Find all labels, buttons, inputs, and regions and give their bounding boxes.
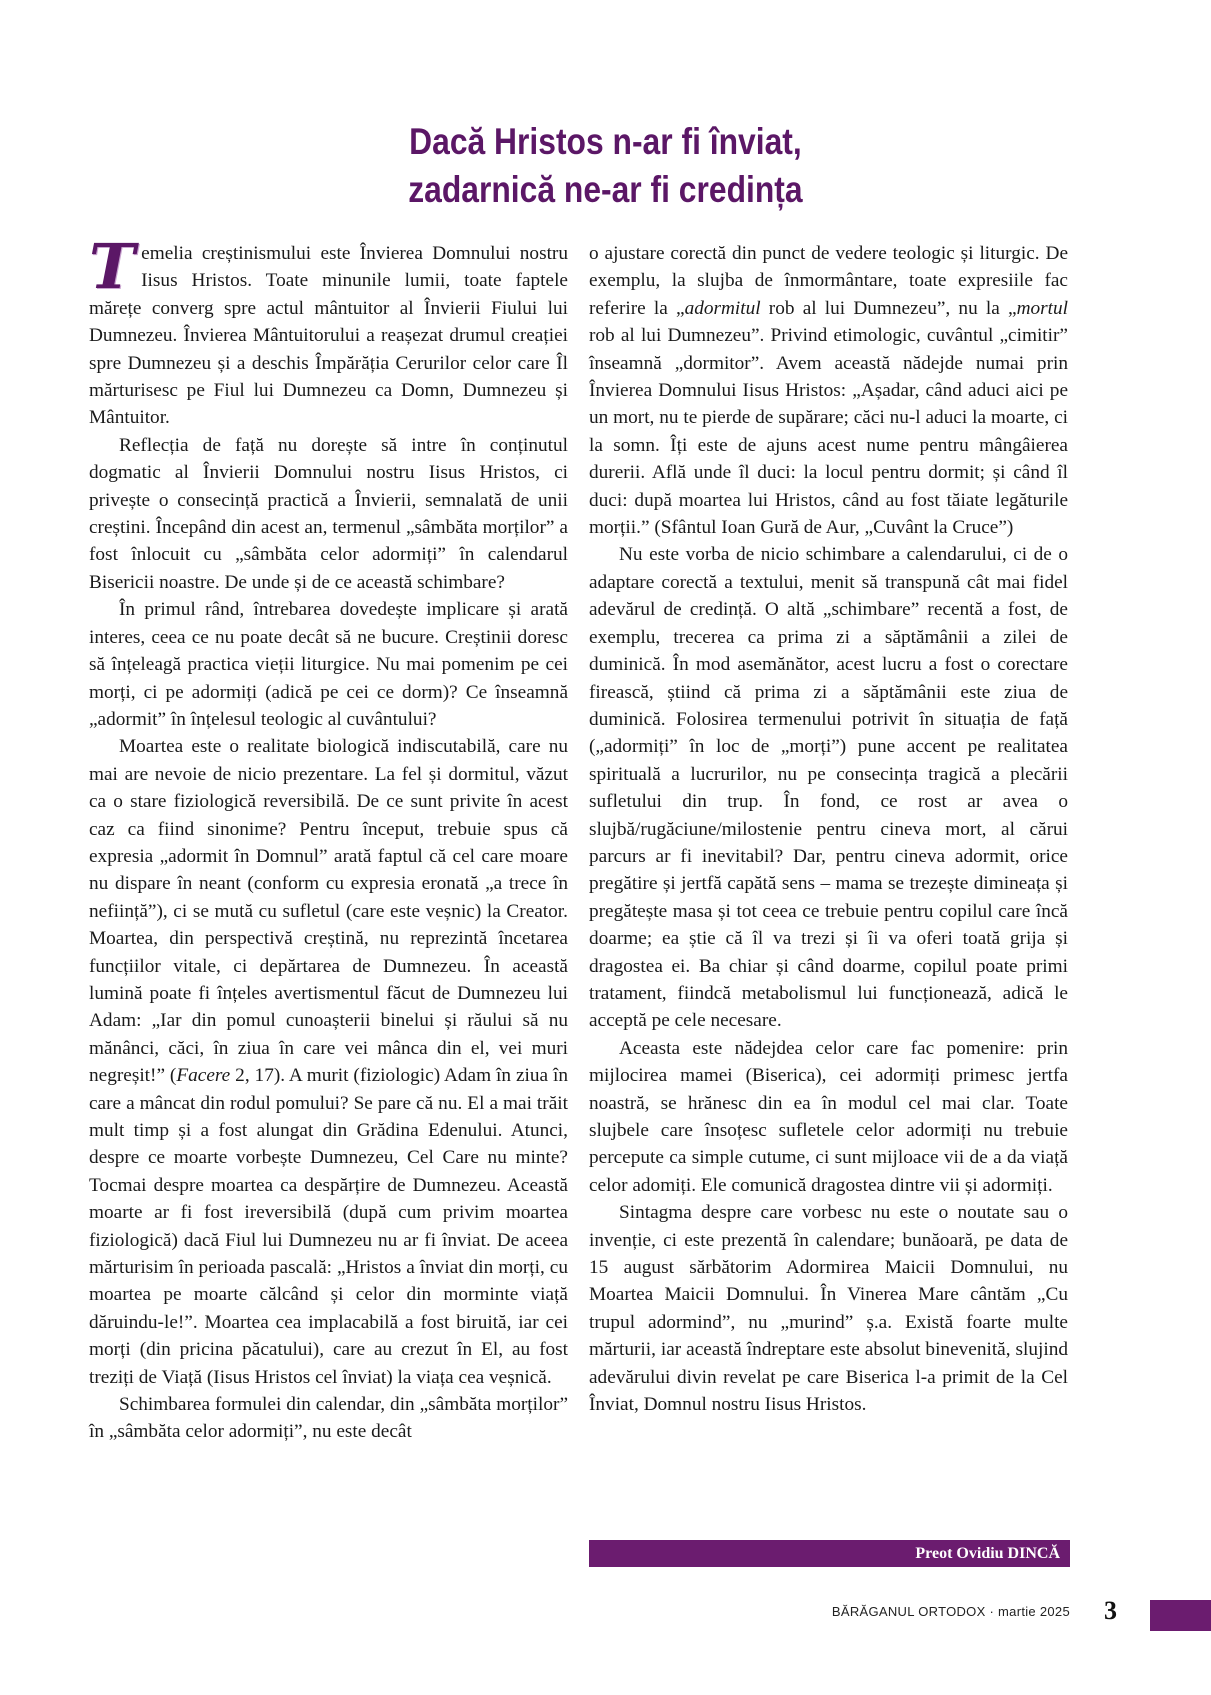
paragraph: În primul rând, întrebarea dovedește implicare și arată interes, ceea ce nu poate decât să ne bucure. Creștinii doresc să înțeleagă practica vieții liturgice. Nu mai pomenim pe cei morți, ci pe adormiți (adică pe cei ce dorm)? Ce înseamnă „adormit” în înțelesul teologic al cuvântului? xyxy=(89,599,568,730)
emphasis: adormitul xyxy=(684,297,761,319)
page-number: 3 xyxy=(1104,1596,1117,1625)
title-line-2: zadarnică ne-ar fi credința xyxy=(408,169,803,210)
right-column xyxy=(589,240,1068,1418)
issue-date: · martie 2025 xyxy=(989,1604,1070,1619)
paragraph: Nu este vorba de nicio schimbare a calendarului, ci de o adaptare corectă a textului, menit să transpună cât mai fidel adevărul de credință. O altă „schimbare” recentă a fost, de exemplu, trecerea ca prima zi a săptămânii a zilei de duminică. În mod asemănător, acest lucru a fost o corectare firească, știind că prima zi a săptămânii este ziua de duminică. Folosirea termenului potrivit în situația de față („adormiți” în loc de „morți”) pune accent pe realitatea spirituală a lucrurilor, nu pe consecința tragică a plecării sufletului din trup. În fond, ce rost ar avea o slujbă/rugăciune/milostenie pentru cineva mort, al cărui parcurs ar fi inevitabil? Dar, pentru cineva adormit, orice pregătire și jertfă capătă sens – mama se trezește dimineața și pregătește masa și tot ceea ce trebuie pentru copilul care încă doarme; ea știe că îl va trezi și îi va oferi toată grija și dragostea ei. Ba chiar și când doarme, copilul poate primi tratament, fiindcă metabolismul lui funcționează, adică le acceptă pe cele necesare. xyxy=(589,544,1068,1032)
scripture-reference: Facere xyxy=(176,1065,231,1087)
author-signature: Preot Ovidiu DINCĂ xyxy=(589,1540,1070,1567)
page-accent-bar xyxy=(1150,1600,1211,1631)
article-title xyxy=(85,118,1126,214)
paragraph: Reflecția de față nu dorește să intre în conținutul dogmatic al Învierii Domnului nostru Iisus Hristos, ci privește o consecință practică a Învierii, semnalată de unii creștini. Începând din acest an, termenul „sâmbăta morților” a fost înlocuit cu „sâmbăta celor adormiți” în calendarul Bisericii noastre. De unde și de ce această schimbare? xyxy=(89,434,568,593)
paragraph: Schimbarea formulei din calendar, din „sâmbăta morților” în „sâmbăta celor adormiți”, nu este decât xyxy=(89,1394,568,1443)
publication-name: BĂRĂGANUL ORTODOX xyxy=(831,1604,986,1619)
emphasis: mortul xyxy=(1016,297,1068,319)
paragraph: Temelia creștinismului este Învierea Domnului nostru Iisus Hristos. Toate minunile lumii, toate faptele mărețe converg spre actul mântuitor al Învierii Fiului lui Dumnezeu. Învierea Mântuitorului a reașezat drumul creației spre Dumnezeu și a deschis Împărăția Cerurilor celor care Îl mărturisesc pe Fiul lui Dumnezeu ca Domn, Dumnezeu și Mântuitor. xyxy=(89,230,568,429)
paragraph: o ajustare corectă din punct de vedere teologic și liturgic. De exemplu, la slujba de înmormântare, toate expresiile fac referire la „adormitul rob al lui Dumnezeu”, nu la „mortul rob al lui Dumnezeu”. Privind etimologic, cuvântul „cimitir” înseamnă „dormitor”. Avem această nădejde numai prin Învierea Domnului Iisus Hristos: „Așadar, când aduci aici pe un mort, nu te pierde de supărare; căci nu-l aduci la moarte, ci la somn. Îți este de ajuns acest nume pentru mângâierea durerii. Află unde îl duci: la locul pentru dormit; și când îl duci: după moartea lui Hristos, când au fost tăiate legăturile morții.” (Sfântul Ioan Gură de Aur, „Cuvânt la Cruce”) xyxy=(589,243,1068,539)
title-line-1: Dacă Hristos n-ar fi înviat, xyxy=(409,121,802,162)
paragraph: Aceasta este nădejdea celor care fac pomenire: prin mijlocirea mamei (Biserica), cei adormiți primesc jertfa noastră, se hrănesc din ea în modul cel mai clar. Toate slujbele care însoțesc sufletele celor adormiți nu trebuie percepute ca simple cutume, ci sunt mijloace vii de a da viață celor adomiți. Ele comunică dragostea dintre vii și adormiți. xyxy=(589,1037,1068,1196)
footer-publication xyxy=(832,1604,1070,1619)
paragraph: Moartea este o realitate biologică indiscutabilă, care nu mai are nevoie de nicio prezentare. La fel și dormitul, văzut ca o stare fiziologică reversibilă. De ce sunt privite în acest caz ca fiind sinonime? Pentru început, trebuie spus că expresia „adormit în Domnul” arată faptul că cel care moare nu dispare în neant (conform cu expresia eronată „a trece în neființă”), ci se mută cu sufletul (care este veșnic) la Creator. Moartea, din perspectivă creștină, nu reprezintă încetarea funcțiilor vitale, ci depărtarea de Dumnezeu. În această lumină poate fi înțeles avertismentul făcut de Dumnezeu lui Adam: „Iar din pomul cunoașterii binelui și răului să nu mănânci, căci, în ziua în care vei mânca din el, vei muri negreșit!” (Facere 2, 17). A murit (fiziologic) Adam în ziua în care a mâncat din rodul pomului? Se pare că nu. El a mai trăit mult timp și a fost alungat din Grădina Edenului. Atunci, despre ce moarte vorbește Dumnezeu, Cel Care nu minte? Tocmai despre moartea ca despărțire de Dumnezeu. Această moarte ar fi fost ireversibilă (după cum privim moartea fiziologică) dacă Fiul lui Dumnezeu nu ar fi înviat. De aceea mărturisim în perioada pascală: „Hristos a înviat din morți, cu moartea pe moarte călcând și celor din morminte viață dăruindu-le!”. Moartea cea implacabilă a fost biruită, iar cei morți (din pricina păcatului), care au crezut în El, au fost treziți de Viață (Iisus Hristos cel înviat) la viața cea veșnică. xyxy=(89,736,568,1388)
paragraph: Sintagma despre care vorbesc nu este o noutate sau o invenție, ci este prezentă în calendare; bunăoară, pe data de 15 august sărbătorim Adormirea Maicii Domnului, nu Moartea Maicii Domnului. În Vinerea Mare cântăm „Cu trupul adormind”, nu „murind” ș.a. Există foarte multe mărturii, iar această îndreptare este absolut binevenită, slujind adevărului divin revelat pe care Biserica l-a primit de la Cel Înviat, Domnul nostru Iisus Hristos. xyxy=(589,1202,1068,1416)
drop-cap: T xyxy=(89,230,136,303)
left-column xyxy=(89,230,568,1446)
